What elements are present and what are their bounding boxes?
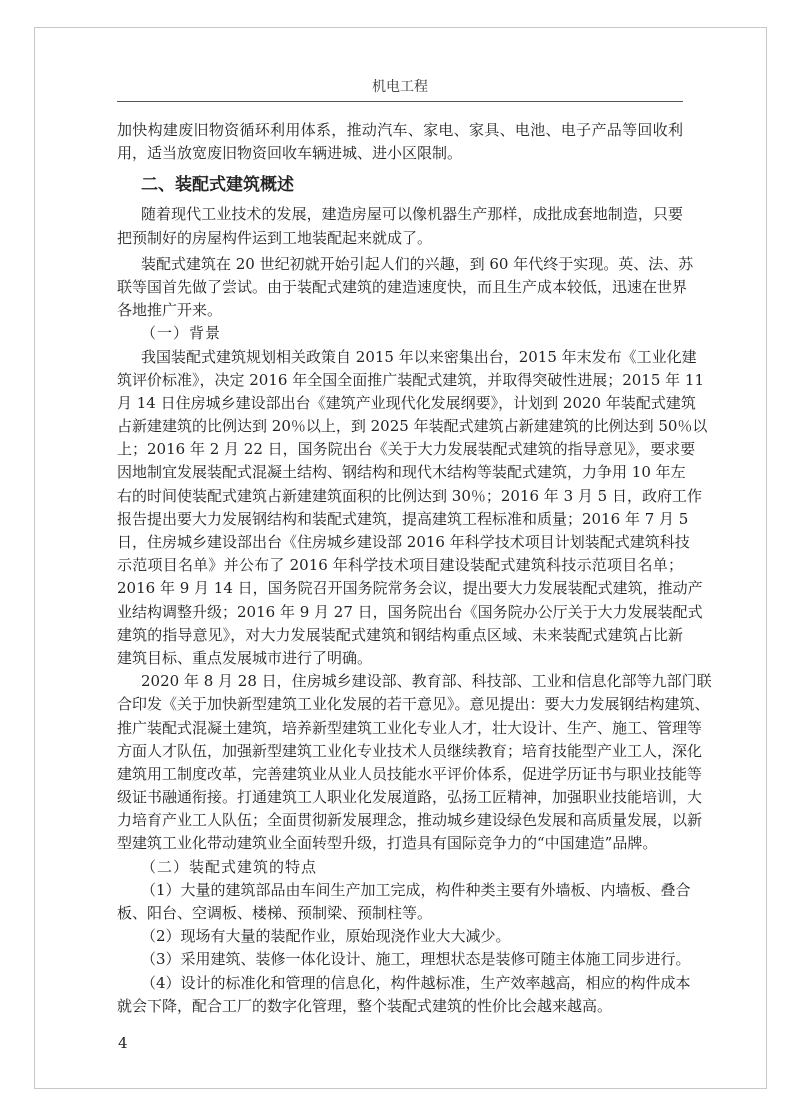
text-line: 联等国首先做了尝试。由于装配式建筑的建造速度快，而且生产成本较低，迅速在世界 [117, 277, 688, 296]
page-number: 4 [118, 1034, 128, 1052]
text-line: 2020 年 8 月 28 日，住房城乡建设部、教育部、科技部、工业和信息化部等九部门联 [141, 672, 712, 691]
text-line: 建筑用工制度改革，完善建筑业从业人员技能水平评价体系，促进学历证书与职业技能等 [117, 764, 703, 783]
text-line: 板、阳台、空调板、楼梯、预制梁、预制柱等。 [117, 904, 433, 922]
paragraph [117, 203, 683, 249]
text-line: 随着现代工业技术的发展，建造房屋可以像机器生产那样，成批成套地制造，只要 [141, 205, 683, 224]
list-item [117, 948, 691, 971]
text-line: 装配式建筑在 20 世纪初就开始引起人们的兴趣，到 60 年代终于实现。英、法、苏 [141, 254, 694, 273]
list-item [117, 972, 691, 1018]
paragraph [117, 253, 694, 323]
text-line: 用，适当放宽废旧物资回收车辆进城、进小区限制。 [117, 144, 463, 163]
subheading-features: （二）装配式建筑的特点 [141, 857, 318, 876]
text-line: 就会下降，配合工厂的数字化管理，整个装配式建筑的性价比会越来越高。 [117, 996, 613, 1015]
section-heading: 二、装配式建筑概述 [141, 175, 294, 196]
text-line: 把预制好的房屋构件运到工地装配起来就成了。 [117, 228, 433, 247]
text-line: （2）现场有大量的装配作业，原始现浇作业大大减少。 [141, 927, 511, 946]
text-line: 示范项目名单》并公布了 2016 年科学技术项目建设装配式建筑科技示范项目名单； [117, 556, 683, 575]
text-line: 占新建建筑的比例达到 20％以上，到 2025 年装配式建筑占新建建筑的比例达到 50％以 [117, 417, 708, 436]
text-line: 建筑目标、重点发展城市进行了明确。 [117, 648, 373, 667]
paragraph [117, 670, 712, 856]
text-line: 月 14 日住房城乡建设部出台《建筑产业现代化发展纲要》，计划到 2020 年装配式建筑 [117, 393, 696, 412]
list-item [117, 879, 691, 925]
text-line: 推广装配式混凝土建筑，培养新型建筑工业化专业人才，壮大设计、生产、施工、管理等 [117, 718, 703, 737]
text-line: 报告提出要大力发展钢结构和装配式建筑，提高建筑工程标准和质量；2016 年 7 月 5 [117, 509, 689, 528]
paragraph [117, 346, 708, 671]
text-line: 上；2016 年 2 月 22 日，国务院出台《关于大力发展装配式建筑的指导意见》，要求要 [117, 440, 696, 459]
text-line: 力培育产业工人队伍；全面贯彻新发展理念，推动城乡建设绿色发展和高质量发展，以新 [117, 811, 703, 830]
text-line: 筑评价标准》，决定 2016 年全国全面推广装配式建筑，并取得突破性进展；2015 年 11 [117, 370, 705, 389]
text-line: （1）大量的建筑部品由车间生产加工完成，构件种类主要有外墙板、内墙板、叠合 [141, 880, 691, 899]
text-line: 型建筑工业化带动建筑业全面转型升级，打造具有国际竞争力的“中国建造”品牌。 [117, 834, 658, 853]
text-line: 我国装配式建筑规划相关政策自 2015 年以来密集出台，2015 年末发布《工业化建 [141, 347, 697, 366]
text-line: 业结构调整升级；2016 年 9 月 27 日，国务院出台《国务院办公厅关于大力发展装配式 [117, 602, 703, 621]
header-rule [117, 101, 683, 102]
text-line: 级证书融通衔接。打通建筑工人职业化发展道路，弘扬工匠精神，加强职业技能培训，大 [117, 788, 703, 807]
page-body [117, 119, 712, 1018]
text-line: （3）采用建筑、装修一体化设计、施工，理想状态是装修可随主体施工同步进行。 [141, 950, 691, 969]
text-line: 加快构建废旧物资循环利用体系，推动汽车、家电、家具、电池、电子产品等回收利 [117, 121, 683, 139]
text-line: 2016 年 9 月 14 日，国务院召开国务院常务会议，提出要大力发展装配式建筑，推动产 [117, 579, 703, 598]
list-item [117, 925, 683, 948]
text-line: 合印发《关于加快新型建筑工业化发展的若干意见》。意见提出：要大力发展钢结构建筑、 [117, 695, 710, 714]
text-line: （4）设计的标准化和管理的信息化，构件越标准，生产效率越高，相应的构件成本 [141, 973, 691, 992]
text-line: 因地制宜发展装配式混凝土结构、钢结构和现代木结构等装配式建筑，力争用 10 年左 [117, 463, 686, 482]
text-line: 各地推广开来。 [117, 301, 223, 320]
running-header: 机电工程 [372, 79, 428, 95]
text-line: 建筑的指导意见》，对大力发展装配式建筑和钢结构重点区域、未来装配式建筑占比新 [117, 625, 683, 644]
intro-paragraph [117, 119, 683, 165]
subheading-background: （一）背景 [141, 324, 222, 343]
text-line: 日，住房城乡建设部出台《住房城乡建设部 2016 年科学技术项目计划装配式建筑科技 [117, 533, 690, 551]
text-line: 方面人才队伍，加强新型建筑工业化专业技术人员继续教育；培育技能型产业工人，深化 [117, 741, 703, 760]
text-line: 右的时间使装配式建筑占新建建筑面积的比例达到 30％；2016 年 3 月 5 日，政府工作 [117, 486, 702, 505]
